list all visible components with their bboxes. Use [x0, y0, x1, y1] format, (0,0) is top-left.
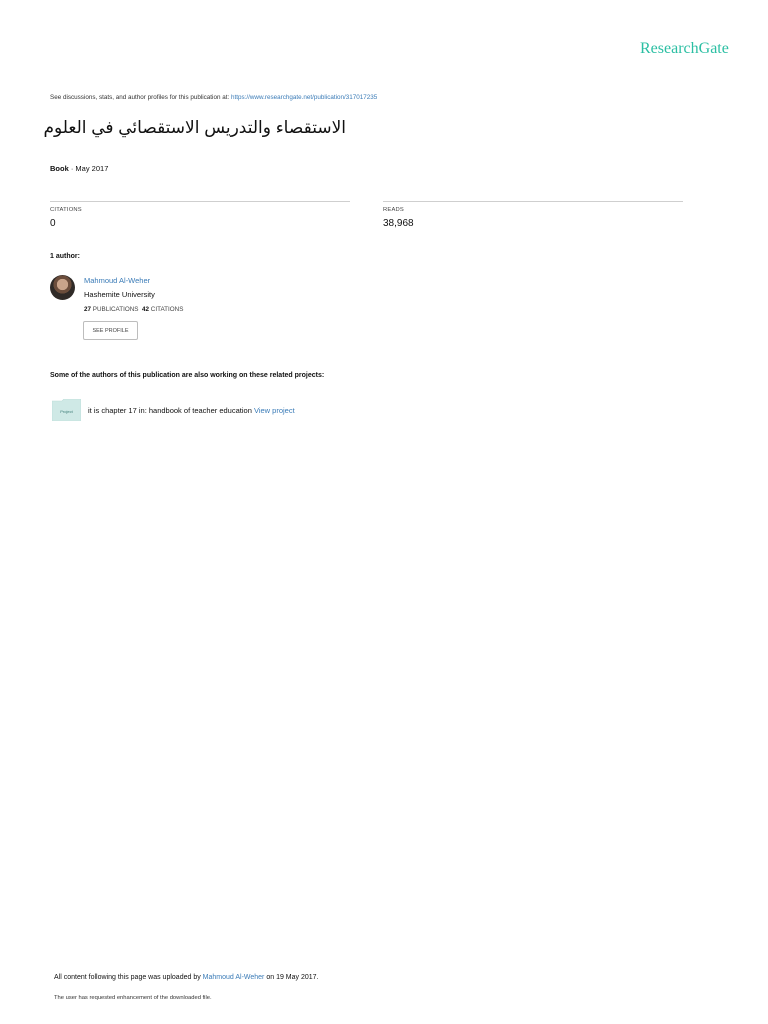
publications-label: PUBLICATIONS	[92, 306, 139, 313]
project-folder-icon[interactable]	[52, 399, 81, 421]
project-icon-label: Project	[60, 409, 73, 414]
publication-title: الاستقصاء والتدريس الاستقصائي في العلوم	[43, 118, 346, 137]
reads-value: 38,968	[383, 218, 414, 229]
authors-heading: 1 author:	[50, 253, 80, 260]
publication-meta	[50, 164, 108, 173]
author-affiliation: Hashemite University	[84, 290, 155, 299]
view-project-link[interactable]: View project	[253, 406, 295, 415]
see-discussions-line	[50, 94, 377, 101]
citations-label: CITATIONS	[50, 207, 82, 213]
uploader-link[interactable]: Mahmoud Al-Weher	[202, 974, 265, 981]
reads-divider	[383, 201, 683, 202]
researchgate-logo[interactable]: ResearchGate	[640, 40, 729, 57]
publication-type: Book	[50, 164, 69, 173]
project-item	[88, 406, 295, 415]
publication-url-link[interactable]: https://www.researchgate.net/publication/317017235	[230, 94, 378, 101]
author-counts	[84, 306, 183, 313]
project-description: it is chapter 17 in: handbook of teacher education	[88, 406, 254, 415]
enhancement-note: The user has requested enhancement of the downloaded file.	[54, 995, 212, 1001]
author-citations-label: CITATIONS	[150, 306, 184, 313]
citations-divider	[50, 201, 350, 202]
citations-value: 0	[50, 218, 56, 229]
author-name-link[interactable]: Mahmoud Al-Weher	[84, 276, 151, 285]
upload-notice	[54, 974, 318, 981]
publication-date: May 2017	[75, 164, 109, 173]
publications-count: 27	[84, 306, 92, 313]
author-citations-count: 42	[142, 306, 150, 313]
see-discussions-text: See discussions, stats, and author profiles for this publication at:	[50, 94, 231, 101]
upload-prefix: All content following this page was uploaded by	[54, 974, 203, 981]
related-projects-heading: Some of the authors of this publication are also working on these related projects:	[50, 372, 325, 379]
see-profile-button[interactable]: SEE PROFILE	[83, 321, 138, 340]
upload-suffix: on 19 May 2017.	[264, 974, 319, 981]
meta-separator: ·	[68, 164, 76, 173]
author-avatar[interactable]	[50, 275, 75, 300]
reads-label: READS	[383, 207, 404, 213]
